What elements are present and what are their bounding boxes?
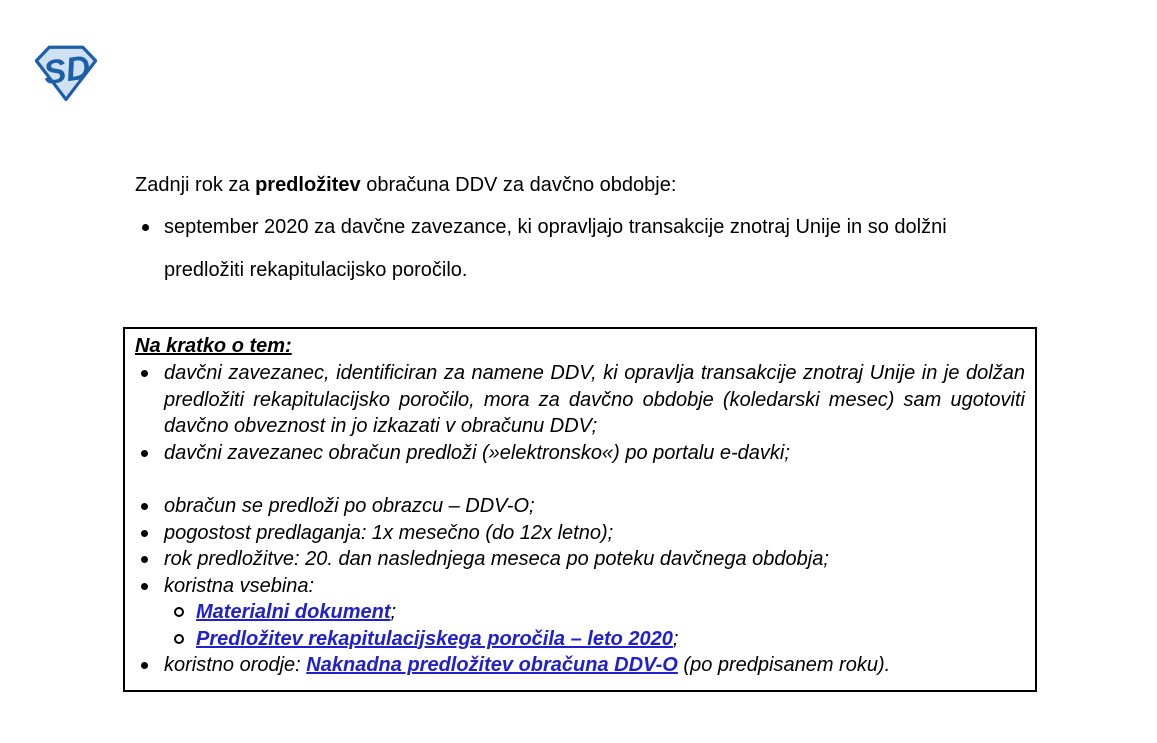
summary-item-text: davčni zavezanec, identificiran za namene DDV, ki opravlja transakcije znotraj Unije in je dolžan predložiti rekapitulacijsko poročilo, mora za davčno obdobje (koledarski mesec) sam ugotoviti davčno obveznost in jo izkazati v obračunu DDV; xyxy=(164,362,1025,437)
summary-item-text: rok predložitve: 20. dan naslednjega meseca po poteku davčnega obdobja; xyxy=(164,548,829,570)
list-item xyxy=(135,360,1025,440)
naknadna-predlozitev-obracuna-link[interactable]: Naknadna predložitev obračuna DDV-O xyxy=(306,654,678,676)
list-item xyxy=(135,493,1025,520)
list-item xyxy=(135,520,1025,547)
bullet-marker-icon xyxy=(141,662,148,669)
summary-item-text: obračun se predloži po obrazcu – DDV-O; xyxy=(164,495,535,517)
list-item xyxy=(135,546,1025,573)
summary-box xyxy=(123,327,1037,692)
useful-content-sublist xyxy=(135,599,1025,652)
heading-text-bold: predložitev xyxy=(255,174,361,196)
link-suffix: ; xyxy=(390,601,397,623)
page-title xyxy=(135,172,1045,198)
link-suffix: ; xyxy=(672,627,679,650)
bullet-marker-icon xyxy=(141,583,148,590)
list-item xyxy=(135,573,1025,600)
list-item xyxy=(135,599,1025,626)
circle-bullet-marker-icon xyxy=(174,634,184,644)
list-item xyxy=(135,626,1025,653)
summary-bullet-list-bottom xyxy=(135,652,1025,679)
bullet-marker-icon xyxy=(141,530,148,537)
summary-item-text: davčni zavezanec obračun predloži (»elektronsko«) po portalu e-davki; xyxy=(164,441,790,464)
bullet-marker-icon xyxy=(141,556,148,563)
summary-item-text: koristno orodje: xyxy=(164,654,307,676)
intro-bullet-item xyxy=(135,206,1025,292)
bullet-marker-icon xyxy=(142,224,149,231)
materialni-dokument-link[interactable]: Materialni dokument xyxy=(196,601,391,623)
logo-letters: SD xyxy=(41,49,93,93)
list-item xyxy=(135,652,1025,679)
summary-box-title: Na kratko o tem: xyxy=(135,335,292,357)
intro-bullet-text: september 2020 za davčne zavezance, ki opravljajo transakcije znotraj Unije in so dolžni predložiti rekapitulacijsko poročilo. xyxy=(164,216,947,281)
heading-text-pre: Zadnji rok za xyxy=(135,174,256,196)
sd-logo-icon xyxy=(33,44,99,102)
bullet-marker-icon xyxy=(141,450,148,457)
bullet-marker-icon xyxy=(141,370,148,377)
heading-text-post: obračuna DDV za davčno obdobje: xyxy=(360,174,677,196)
summary-bullet-list xyxy=(135,360,1025,599)
circle-bullet-marker-icon xyxy=(174,607,184,617)
list-item xyxy=(135,440,1025,467)
bullet-marker-icon xyxy=(141,503,148,510)
summary-item-text: koristna vsebina: xyxy=(164,574,315,597)
intro-bullet-list xyxy=(135,206,1025,292)
predlozitev-rekapitulacijskega-porocila-link[interactable]: Predložitev rekapitulacijskega poročila – leto 2020 xyxy=(196,627,673,650)
link-suffix: (po predpisanem roku). xyxy=(677,654,891,676)
summary-item-text: pogostost predlaganja: 1x mesečno (do 12x letno); xyxy=(164,521,614,544)
